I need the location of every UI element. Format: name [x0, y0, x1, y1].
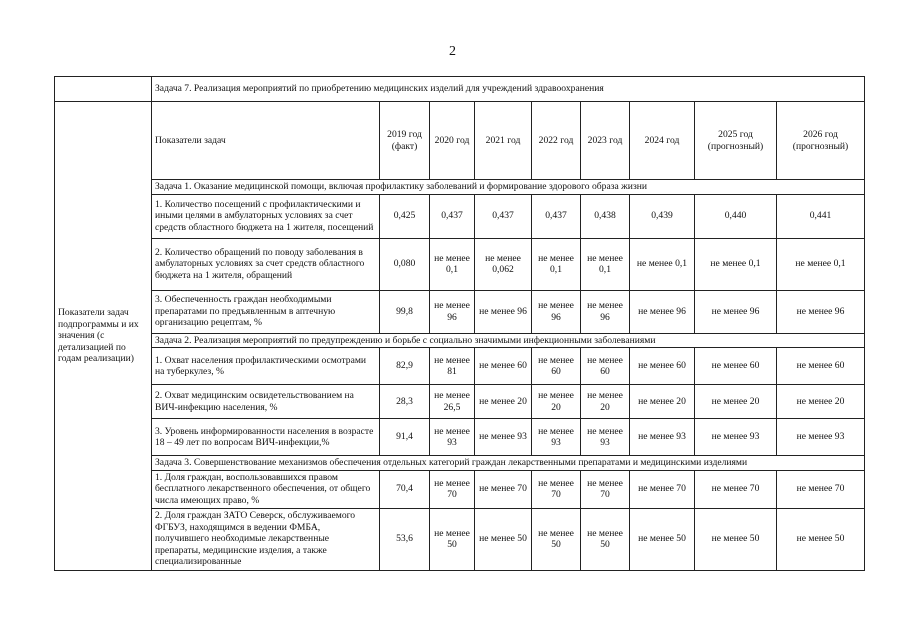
- task-title-row: [55, 180, 865, 195]
- value-cell: не менее 93: [581, 419, 630, 456]
- task-7-title: Задача 7. Реализация мероприятий по приобретению медицинских изделий для учреждений здравоохранения: [152, 77, 865, 102]
- value-cell: не менее 93: [777, 419, 865, 456]
- table-row: [55, 385, 865, 419]
- value-cell: не менее 70: [430, 470, 475, 508]
- value-cell: не менее 50: [430, 508, 475, 570]
- indicator-cell: 2. Доля граждан ЗАТО Северск, обслуживаемого ФГБУЗ, находящимся в ведении ФМБА, получившего необходимые лекарственные препараты, медицинские изделия, а также специализированные: [152, 508, 380, 570]
- value-cell: не менее 81: [430, 348, 475, 385]
- table-body: [55, 77, 865, 571]
- value-cell: не менее 20: [630, 385, 695, 419]
- indicator-cell: 3. Обеспеченность граждан необходимыми препаратами по предъявленным в аптечную организацию рецептам, %: [152, 290, 380, 333]
- value-cell: 0,440: [695, 194, 777, 238]
- empty-cell: [55, 77, 152, 102]
- value-cell: не менее 50: [630, 508, 695, 570]
- value-cell: не менее 60: [695, 348, 777, 385]
- value-cell: не менее 0,1: [532, 238, 581, 290]
- value-cell: не менее 60: [581, 348, 630, 385]
- value-cell: 0,437: [430, 194, 475, 238]
- indicator-cell: 2. Охват медицинским освидетельствованием на ВИЧ-инфекцию населения, %: [152, 385, 380, 419]
- indicator-cell: 3. Уровень информированности населения в возрасте 18 – 49 лет по вопросам ВИЧ-инфекции,%: [152, 419, 380, 456]
- value-cell: не менее 60: [630, 348, 695, 385]
- value-cell: не менее 50: [695, 508, 777, 570]
- value-cell: не менее 60: [532, 348, 581, 385]
- value-cell: 0,439: [630, 194, 695, 238]
- value-cell: не менее 96: [695, 290, 777, 333]
- value-cell: не менее 70: [581, 470, 630, 508]
- value-cell: не менее 93: [695, 419, 777, 456]
- value-cell: 0,438: [581, 194, 630, 238]
- column-header: Показатели задач: [152, 102, 380, 180]
- column-header: 2026 год (прогнозный): [777, 102, 865, 180]
- task-title: Задача 2. Реализация мероприятий по предупреждению и борьбе с социально значимыми инфекционными заболеваниями: [152, 333, 865, 348]
- value-cell: не менее 50: [532, 508, 581, 570]
- value-cell: не менее 96: [581, 290, 630, 333]
- side-label: Показатели задач подпрограммы и их значения (с детализацией по годам реализации): [55, 102, 152, 571]
- indicator-cell: 1. Доля граждан, воспользовавшихся правом бесплатного лекарственного обеспечения, от общего числа имеющих право, %: [152, 470, 380, 508]
- value-cell: 0,441: [777, 194, 865, 238]
- value-cell: 0,080: [380, 238, 430, 290]
- value-cell: не менее 93: [475, 419, 532, 456]
- indicator-cell: 1. Количество посещений с профилактическими и иными целями в амбулаторных условиях за счет средств областного бюджета на 1 жителя, посещений: [152, 194, 380, 238]
- value-cell: не менее 93: [430, 419, 475, 456]
- value-cell: не менее 60: [475, 348, 532, 385]
- indicator-cell: 1. Охват населения профилактическими осмотрами на туберкулез, %: [152, 348, 380, 385]
- value-cell: не менее 20: [475, 385, 532, 419]
- table-row: [55, 470, 865, 508]
- value-cell: не менее 20: [695, 385, 777, 419]
- value-cell: не менее 96: [475, 290, 532, 333]
- column-header: 2025 год (прогнозный): [695, 102, 777, 180]
- value-cell: не менее 96: [777, 290, 865, 333]
- value-cell: 70,4: [380, 470, 430, 508]
- task-title-row: [55, 333, 865, 348]
- value-cell: не менее 50: [777, 508, 865, 570]
- value-cell: не менее 50: [581, 508, 630, 570]
- value-cell: 82,9: [380, 348, 430, 385]
- indicators-table: [54, 76, 865, 571]
- table-row: [55, 194, 865, 238]
- column-header: 2019 год (факт): [380, 102, 430, 180]
- value-cell: 53,6: [380, 508, 430, 570]
- value-cell: не менее 70: [532, 470, 581, 508]
- column-header: 2021 год: [475, 102, 532, 180]
- table-row: [55, 290, 865, 333]
- value-cell: 0,437: [475, 194, 532, 238]
- task-title-row: [55, 456, 865, 471]
- value-cell: не менее 0,1: [430, 238, 475, 290]
- table-row: [55, 77, 865, 102]
- value-cell: не менее 96: [532, 290, 581, 333]
- task-title: Задача 3. Совершенствование механизмов обеспечения отдельных категорий граждан лекарственными препаратами и медицинскими изделиями: [152, 456, 865, 471]
- value-cell: не менее 70: [777, 470, 865, 508]
- indicator-cell: 2. Количество обращений по поводу заболевания в амбулаторных условиях за счет средств областного бюджета на 1 жителя, обращений: [152, 238, 380, 290]
- header-row: [55, 102, 865, 180]
- table-row: [55, 508, 865, 570]
- task-title: Задача 1. Оказание медицинской помощи, включая профилактику заболеваний и формирование здорового образа жизни: [152, 180, 865, 195]
- value-cell: 0,437: [532, 194, 581, 238]
- column-header: 2023 год: [581, 102, 630, 180]
- value-cell: не менее 96: [630, 290, 695, 333]
- value-cell: не менее 0,1: [695, 238, 777, 290]
- column-header: 2024 год: [630, 102, 695, 180]
- value-cell: не менее 93: [630, 419, 695, 456]
- value-cell: не менее 0,1: [630, 238, 695, 290]
- value-cell: не менее 20: [532, 385, 581, 419]
- value-cell: не менее 60: [777, 348, 865, 385]
- value-cell: 99,8: [380, 290, 430, 333]
- value-cell: не менее 96: [430, 290, 475, 333]
- table-row: [55, 238, 865, 290]
- value-cell: 0,425: [380, 194, 430, 238]
- value-cell: не менее 20: [777, 385, 865, 419]
- column-header: 2022 год: [532, 102, 581, 180]
- value-cell: не менее 0,1: [581, 238, 630, 290]
- column-header: 2020 год: [430, 102, 475, 180]
- value-cell: не менее 0,1: [777, 238, 865, 290]
- value-cell: не менее 0,062: [475, 238, 532, 290]
- value-cell: не менее 70: [630, 470, 695, 508]
- value-cell: 91,4: [380, 419, 430, 456]
- value-cell: не менее 70: [475, 470, 532, 508]
- value-cell: не менее 20: [581, 385, 630, 419]
- page-number: 2: [449, 44, 456, 59]
- value-cell: не менее 26,5: [430, 385, 475, 419]
- value-cell: 28,3: [380, 385, 430, 419]
- value-cell: не менее 93: [532, 419, 581, 456]
- table-row: [55, 419, 865, 456]
- value-cell: не менее 50: [475, 508, 532, 570]
- value-cell: не менее 70: [695, 470, 777, 508]
- table-row: [55, 348, 865, 385]
